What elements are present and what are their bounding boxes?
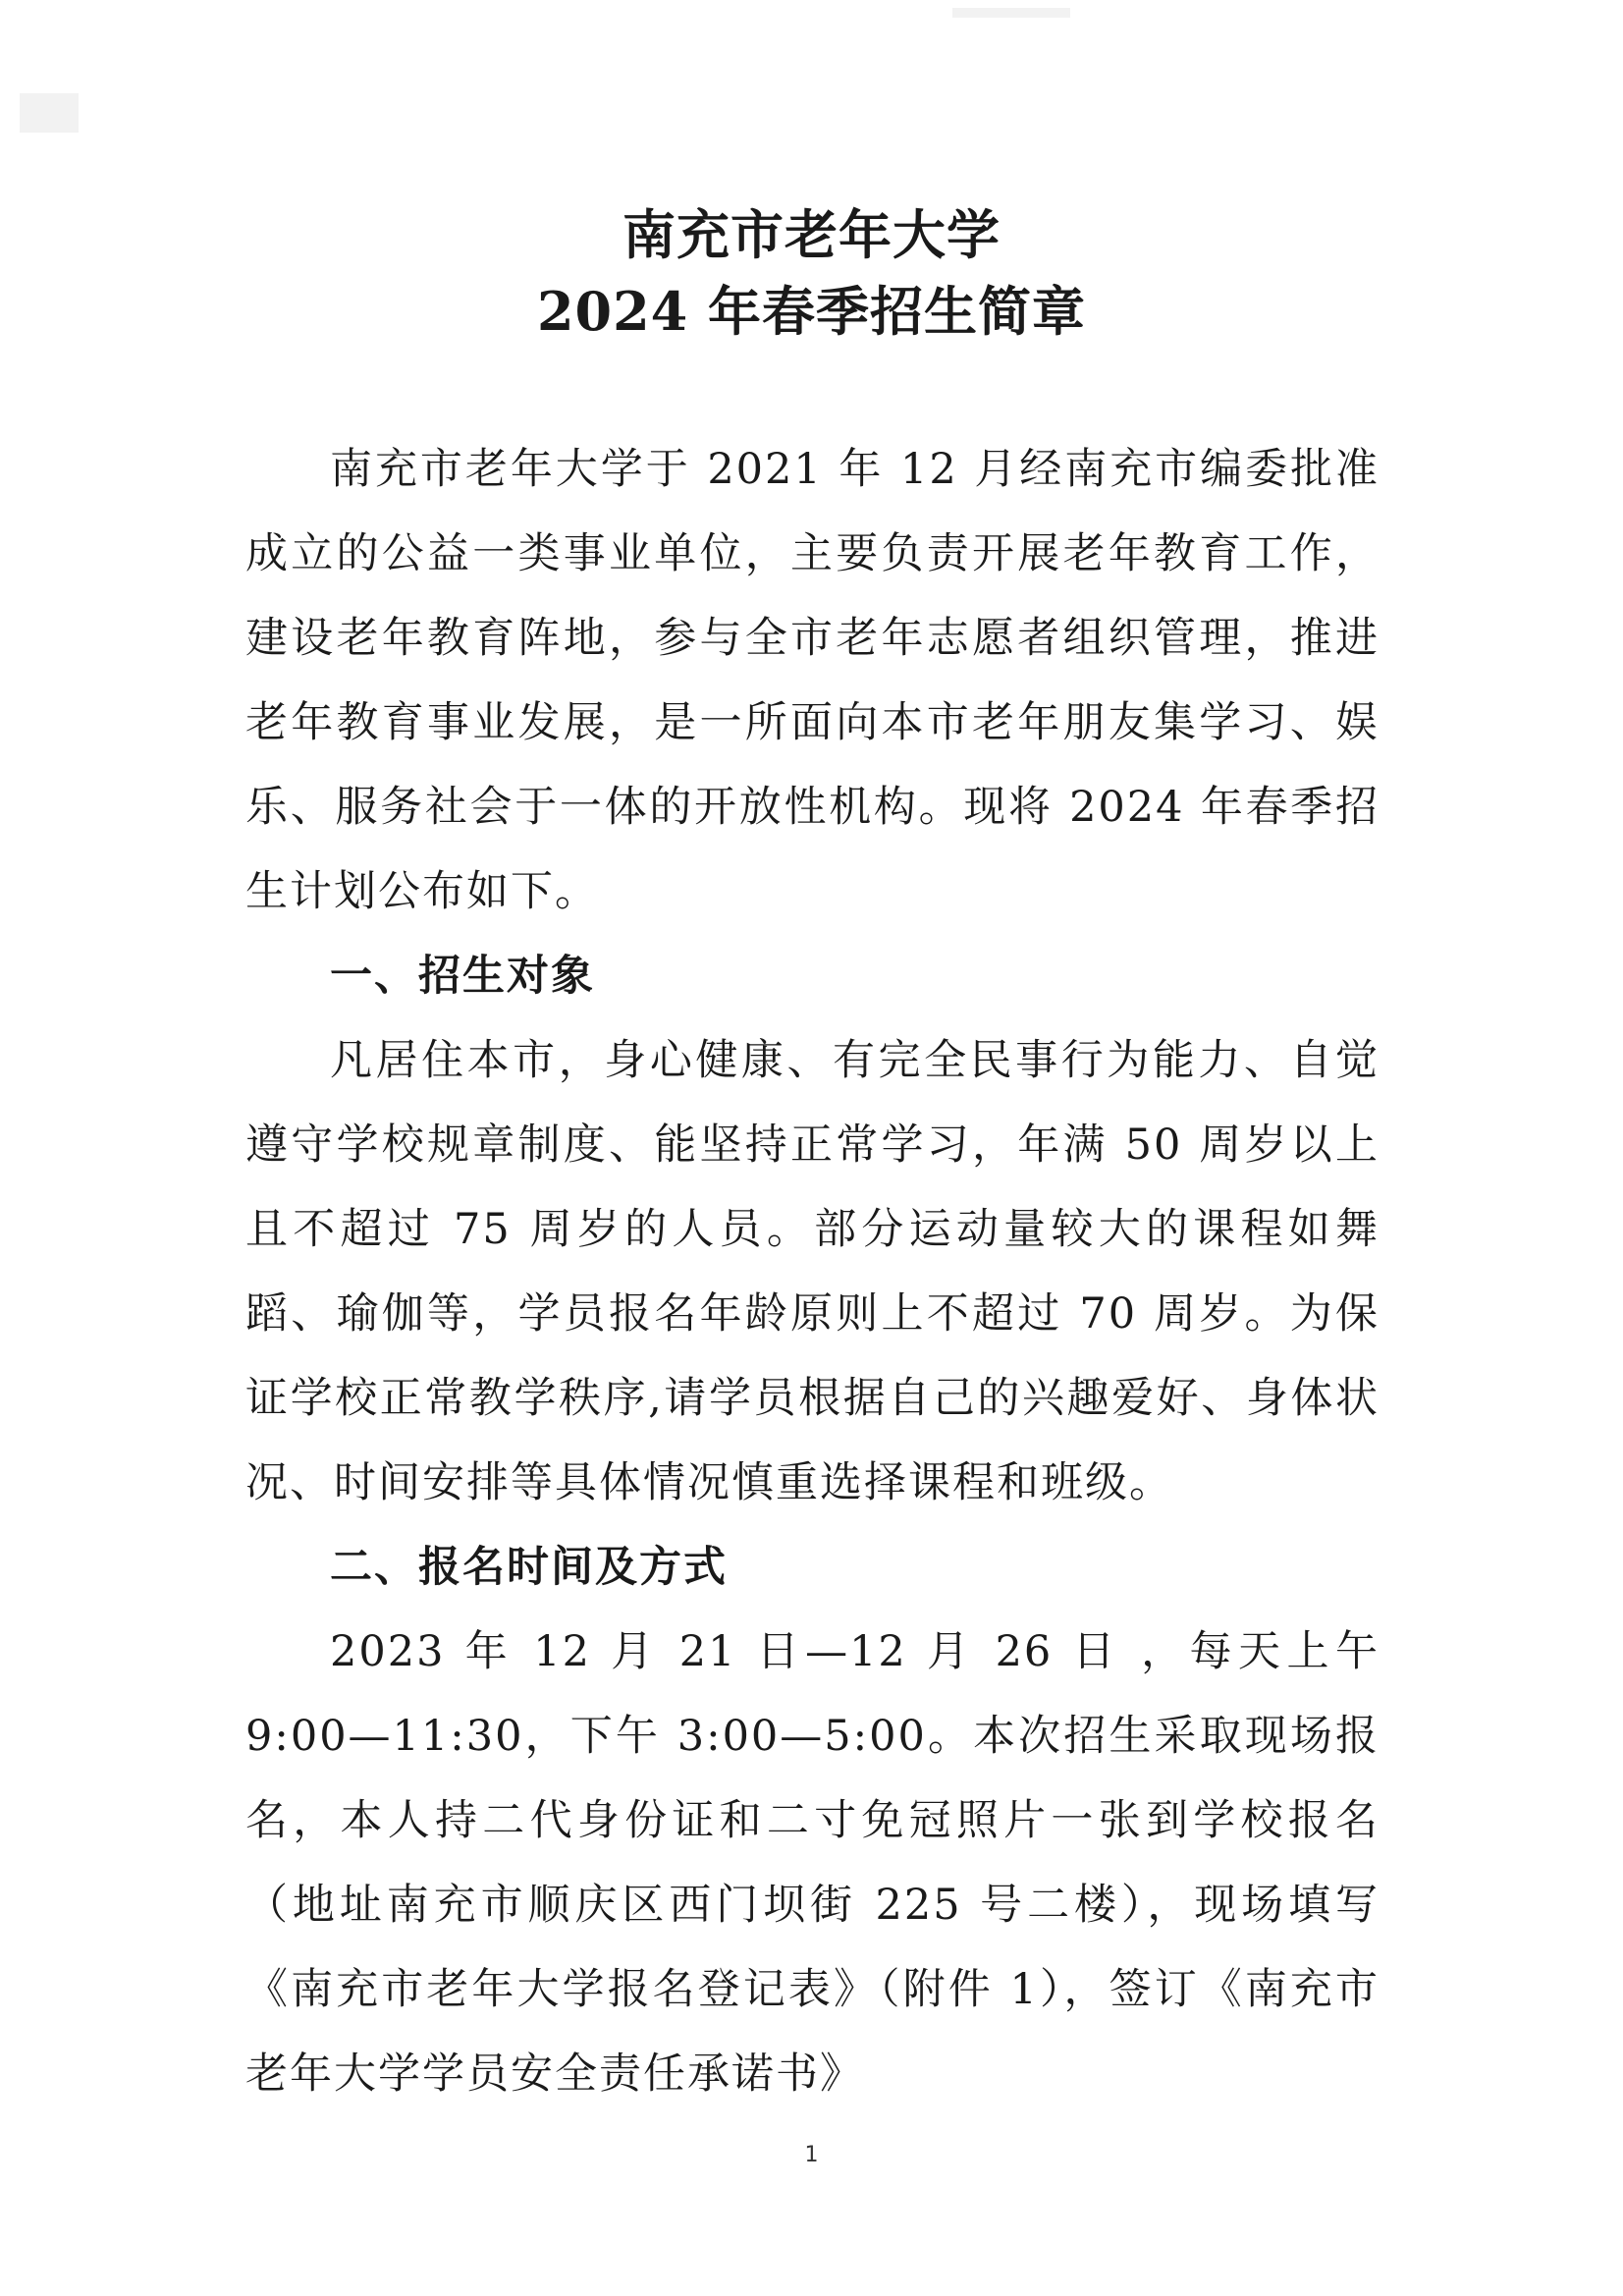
section-heading-registration: 二、报名时间及方式 [330, 1543, 728, 1592]
scan-smudge [20, 93, 79, 133]
page-number: 1 [804, 2143, 819, 2167]
document-body [245, 427, 1380, 2116]
document-title: 南充市老年大学 [622, 203, 1001, 266]
section-heading-enrollment-target: 一、招生对象 [330, 952, 595, 1001]
intro-paragraph: 南充市老年大学于 2021 年 12 月经南充市编委批准成立的公益一类事业单位，主要负责开展老年教育工作，建设老年教育阵地，参与全市老年志愿者组织管理，推进老年教育事业发展，是一所面向本市老年朋友集学习、娱乐、服务社会于一体的开放性机构。现将 2024 年春季招生计划公布如下。 [245, 445, 1380, 916]
section-text-registration: 2023 年 12 月 21 日—12 月 26 日 ，每天上午 9:00—11:30，下午 3:00—5:00。本次招生采取现场报名，本人持二代身份证和二寸免冠照片一张到学校报名（地址南充市顺庆区西门坝街 225 号二楼），现场填写《南充市老年大学报名登记表》（附件 1），签订《南充市老年大学学员安全责任承诺书》 [245, 1627, 1380, 2099]
scan-smudge [952, 8, 1070, 18]
document-subtitle: 2024 年春季招生简章 [536, 280, 1087, 343]
section-text-enrollment-target: 凡居住本市，身心健康、有完全民事行为能力、自觉遵守学校规章制度、能坚持正常学习，年满 50 周岁以上且不超过 75 周岁的人员。部分运动量较大的课程如舞蹈、瑜伽等，学员报名年龄原则上不超过 70 周岁。为保证学校正常教学秩序,请学员根据自己的兴趣爱好、身体状况、时间安排等具体情况慎重选择课程和班级。 [245, 1036, 1380, 1507]
